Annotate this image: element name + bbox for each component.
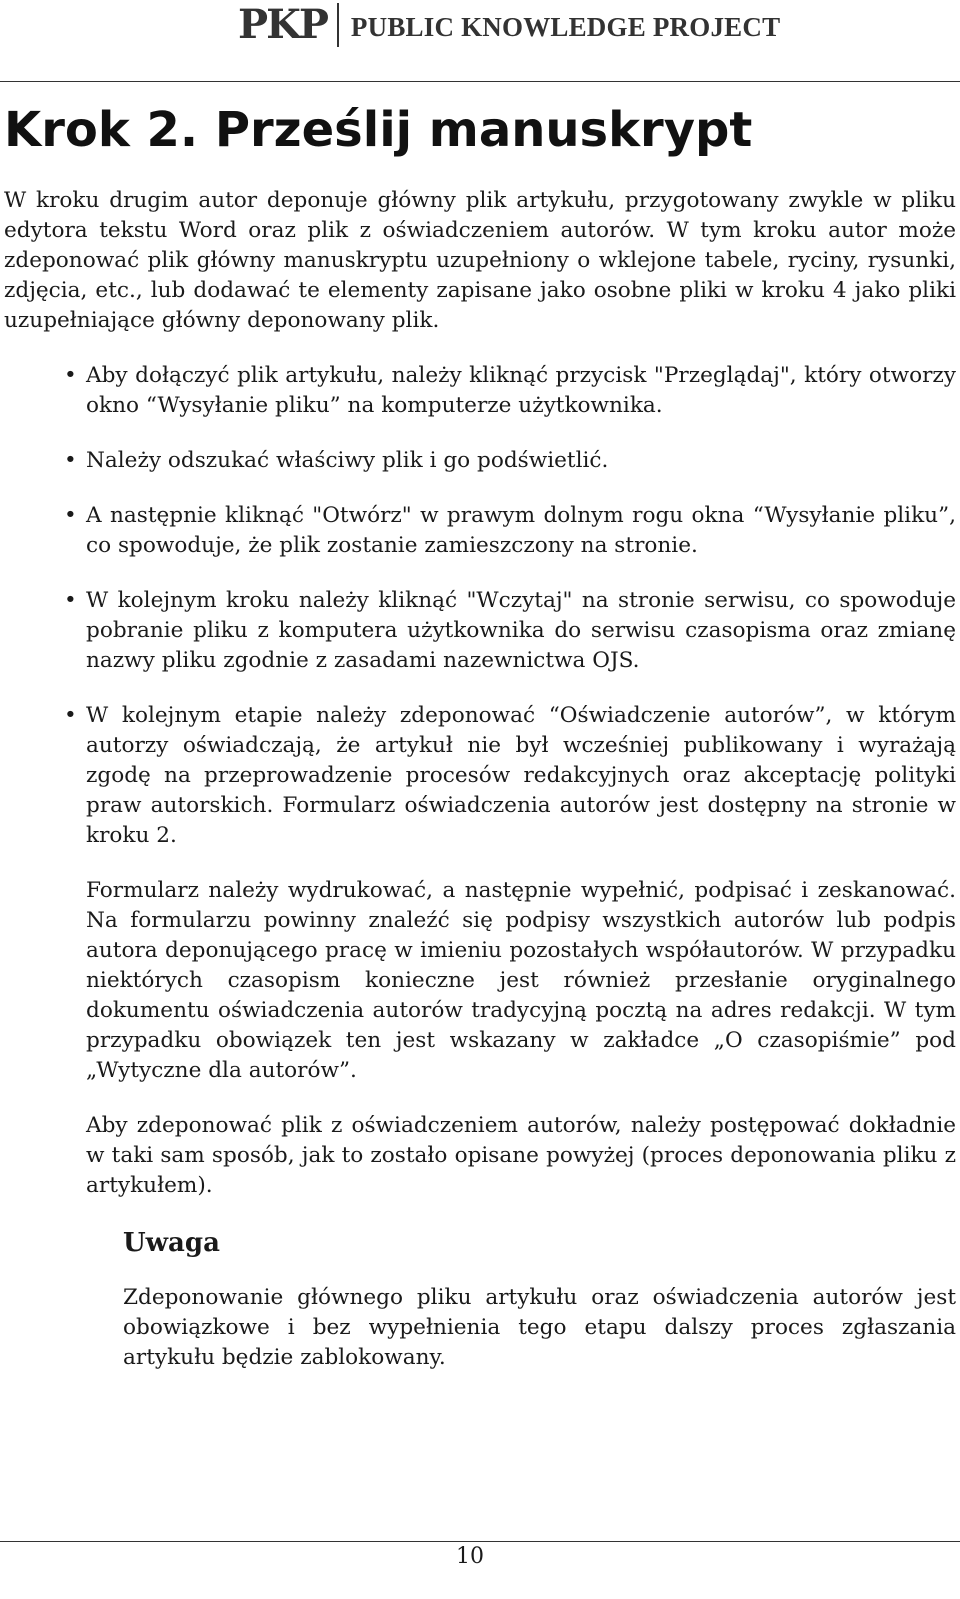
page-title: Krok 2. Prześlij manuskrypt <box>4 102 753 158</box>
logo-divider <box>337 3 339 47</box>
form-instructions-paragraph: Formularz należy wydrukować, a następnie wypełnić, podpisać i zeskanować. Na formularzu powinny znaleźć się podpisy wszystkich autorów lub podpis autora deponującego pracę w imieniu pozostałych współautorów. W przypadku niektórych czasopism konieczne jest również przesłanie oryginalnego dokumentu oświadczenia autorów tradycyjną pocztą na adres redakcji. W tym przypadku obowiązek ten jest wskazany w zakładce „O czasopiśmie” pod „Wytyczne dla autorów”. <box>86 878 956 1083</box>
bullet-icon: • <box>64 703 77 728</box>
bullet-icon: • <box>64 448 77 473</box>
list-item-text: Należy odszukać właściwy plik i go podświetlić. <box>86 448 609 473</box>
intro-paragraph: W kroku drugim autor deponuje główny plik artykułu, przygotowany zwykle w pliku edytora tekstu Word oraz plik z oświadczeniem autorów. W tym kroku autor może zdeponować plik główny manuskryptu uzupełniony o wklejone tabele, ryciny, rysunki, zdjęcia, etc., lub dodawać te elementy zapisane jako osobne pliki w kroku 4 jako pliki uzupełniające główny deponowany plik. <box>4 188 956 333</box>
list-item-text: A następnie kliknąć "Otwórz" w prawym dolnym rogu okna “Wysyłanie pliku”, co spowoduje, że plik zostanie zamieszczony na stronie. <box>86 503 956 558</box>
list-item <box>4 501 956 561</box>
list-item-text: W kolejnym etapie należy zdeponować “Oświadczenie autorów”, w którym autorzy oświadczają, że artykuł nie był wcześniej publikowany i wyrażają zgodę na przeprowadzenie procesów redakcyjnych oraz akceptację polityki praw autorskich. Formularz oświadczenia autorów jest dostępny na stronie w kroku 2. <box>86 703 956 848</box>
list-item <box>4 361 956 421</box>
page-header <box>0 0 960 82</box>
bullet-icon: • <box>64 363 77 388</box>
note-text: Zdeponowanie głównego pliku artykułu oraz oświadczenia autorów jest obowiązkowe i bez wypełnienia tego etapu dalszy proces zgłaszania artykułu będzie zablokowany. <box>123 1285 956 1370</box>
pkp-logo <box>238 2 780 48</box>
note-title: Uwaga <box>123 1228 220 1258</box>
list-item <box>4 586 956 676</box>
steps-list <box>4 361 956 851</box>
page-number: 10 <box>456 1544 484 1569</box>
upload-instructions-paragraph: Aby zdeponować plik z oświadczeniem autorów, należy postępować dokładnie w taki sam sposób, jak to zostało opisane powyżej (proces deponowania pliku z artykułem). <box>86 1113 956 1198</box>
list-item-text: Aby dołączyć plik artykułu, należy kliknąć przycisk "Przeglądaj", który otworzy okno “Wysyłanie pliku” na komputerze użytkownika. <box>86 363 956 418</box>
list-item-text: W kolejnym kroku należy kliknąć "Wczytaj" na stronie serwisu, co spowoduje pobranie pliku z komputera użytkownika do serwisu czasopisma oraz zmianę nazwy pliku zgodnie z zasadami nazewnictwa OJS. <box>86 588 956 673</box>
list-item <box>4 446 956 476</box>
note-block <box>4 1226 956 1373</box>
logo-text: PUBLIC KNOWLEDGE PROJECT <box>350 11 781 42</box>
bullet-icon: • <box>64 503 77 528</box>
bullet-icon: • <box>64 588 77 613</box>
document-body <box>4 98 956 1373</box>
logo-mark: PKP <box>238 1 327 48</box>
footer-divider <box>0 1541 960 1542</box>
list-item <box>4 701 956 851</box>
